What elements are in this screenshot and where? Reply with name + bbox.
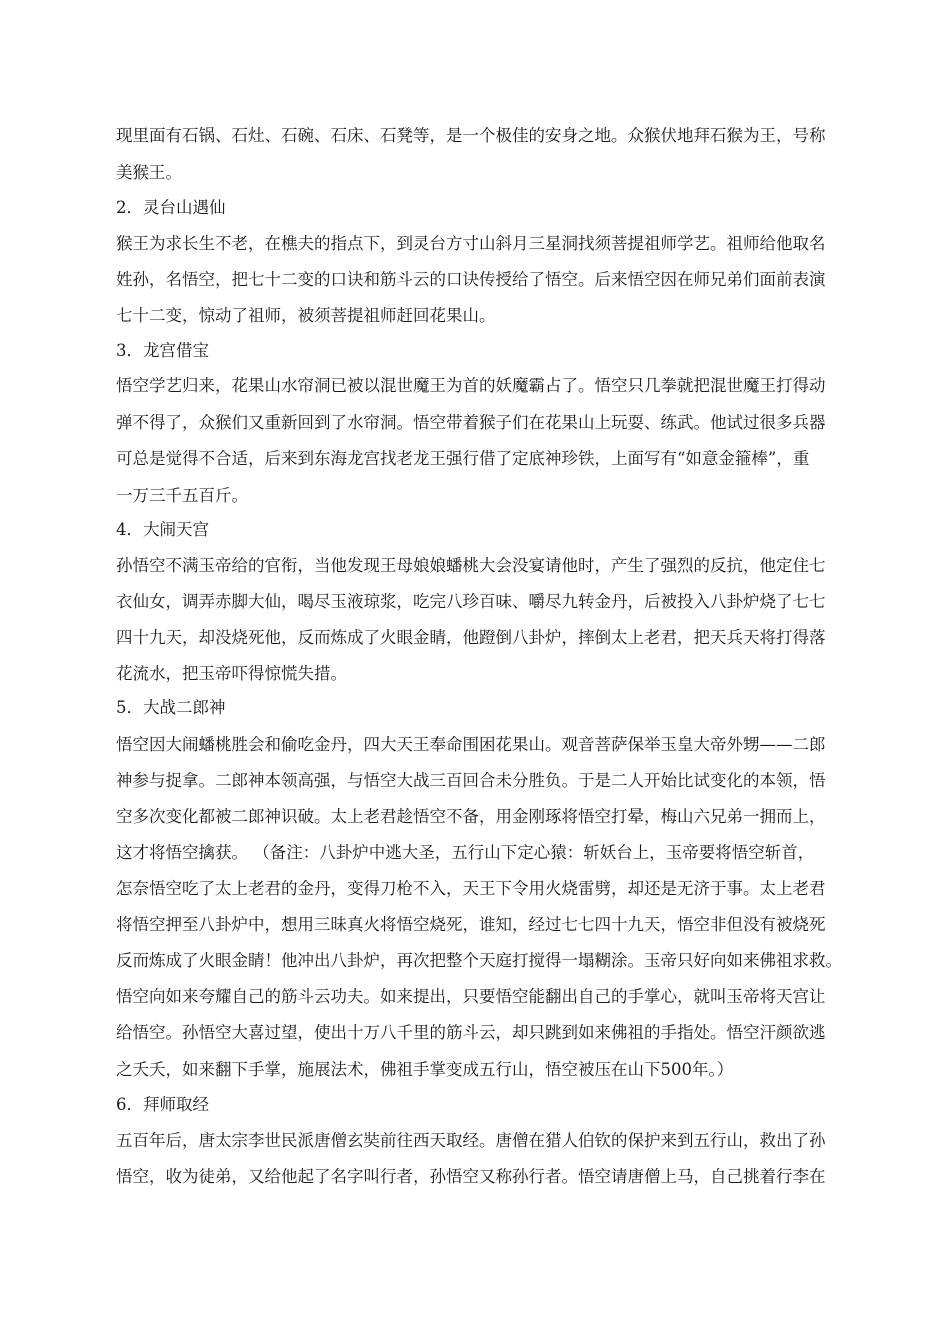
body-line: 七十二变，惊动了祖师，被须菩提祖师赶回花果山。 bbox=[116, 306, 496, 325]
body-line: 五百年后，唐太宗李世民派唐僧玄奘前往西天取经。唐僧在猎人伯钦的保护来到五行山，救出了孙 bbox=[116, 1131, 826, 1150]
body-line: 现里面有石锅、石灶、石碗、石床、石凳等，是一个极佳的安身之地。众猴伏地拜石猴为王，号称 bbox=[116, 126, 826, 145]
body-line: 反而炼成了火眼金睛！他冲出八卦炉，再次把整个天庭打搅得一塌糊涂。玉帝只好向如来佛祖求救。 bbox=[116, 951, 842, 970]
section-heading: 2．灵台山遇仙 bbox=[116, 198, 226, 217]
body-line: 这才将悟空擒获。 （备注：八卦炉中逃大圣，五行山下定心猿：斩妖台上，玉帝要将悟空斩首， bbox=[116, 843, 815, 862]
body-line: 神参与捉拿。二郎神本领高强，与悟空大战三百回合未分胜负。于是二人开始比试变化的本领，悟 bbox=[116, 771, 826, 790]
body-line: 衣仙女，调弄赤脚大仙，喝尽玉液琼浆，吃完八珍百味、嚼尽九转金丹，后被投入八卦炉烧了七七 bbox=[116, 592, 826, 611]
body-line: 一万三千五百斤。 bbox=[116, 486, 248, 505]
body-line: 四十九天，却没烧死他，反而炼成了火眼金睛，他蹬倒八卦炉，摔倒太上老君，把天兵天将打得落 bbox=[116, 628, 826, 647]
body-line: 怎奈悟空吃了太上老君的金丹，变得刀枪不入，天王下令用火烧雷劈，却还是无济于事。太上老君 bbox=[116, 879, 826, 898]
body-line: 给悟空。孙悟空大喜过望，使出十万八千里的筋斗云，却只跳到如来佛祖的手指处。悟空汗颜欲逃 bbox=[116, 1023, 826, 1042]
body-line: 将悟空押至八卦炉中，想用三昧真火将悟空烧死，谁知，经过七七四十九天，悟空非但没有被烧死 bbox=[116, 915, 826, 934]
body-line: 弹不得了，众猴们又重新回到了水帘洞。悟空带着猴子们在花果山上玩耍、练武。他试过很多兵器 bbox=[116, 413, 826, 432]
body-line: 猴王为求长生不老，在樵夫的指点下，到灵台方寸山斜月三星洞找须菩提祖师学艺。祖师给他取名 bbox=[116, 234, 826, 253]
body-line: 姓孙，名悟空，把七十二变的口诀和筋斗云的口诀传授给了悟空。后来悟空因在师兄弟们面前表演 bbox=[116, 270, 826, 289]
body-line: 孙悟空不满玉帝给的官衔，当他发现王母娘娘蟠桃大会没宴请他时，产生了强烈的反抗，他定住七 bbox=[116, 556, 826, 575]
section-heading: 3．龙宫借宝 bbox=[116, 341, 209, 360]
body-line: 美猴王。 bbox=[116, 163, 182, 182]
body-line: 悟空因大闹蟠桃胜会和偷吃金丹，四大天王奉命围困花果山。观音菩萨保举玉皇大帝外甥——二郎 bbox=[116, 735, 826, 754]
section-heading: 6．拜师取经 bbox=[116, 1095, 209, 1114]
body-line: 可总是觉得不合适，后来到东海龙宫找老龙王强行借了定底神珍铁，上面写有“如意金箍棒”，重 bbox=[116, 449, 810, 468]
section-heading: 5．大战二郎神 bbox=[116, 698, 226, 717]
body-line: 悟空向如来夸耀自己的筋斗云功夫。如来提出，只要悟空能翻出自己的手掌心，就叫玉帝将天宫让 bbox=[116, 987, 826, 1006]
section-heading: 4．大闹天宫 bbox=[116, 520, 209, 539]
body-line: 花流水，把玉帝吓得惊慌失措。 bbox=[116, 664, 347, 683]
body-line: 空多次变化都被二郎神识破。太上老君趁悟空不备，用金刚琢将悟空打晕，梅山六兄弟一拥而上， bbox=[116, 807, 826, 826]
body-line: 悟空，收为徒弟，又给他起了名字叫行者，孙悟空又称孙行者。悟空请唐僧上马，自己挑着行李在 bbox=[116, 1167, 826, 1186]
body-line: 之夭夭，如来翻下手掌，施展法术，佛祖手掌变成五行山，悟空被压在山下500年。） bbox=[116, 1060, 734, 1079]
body-line: 悟空学艺归来，花果山水帘洞已被以混世魔王为首的妖魔霸占了。悟空只几拳就把混世魔王打得动 bbox=[116, 376, 826, 395]
